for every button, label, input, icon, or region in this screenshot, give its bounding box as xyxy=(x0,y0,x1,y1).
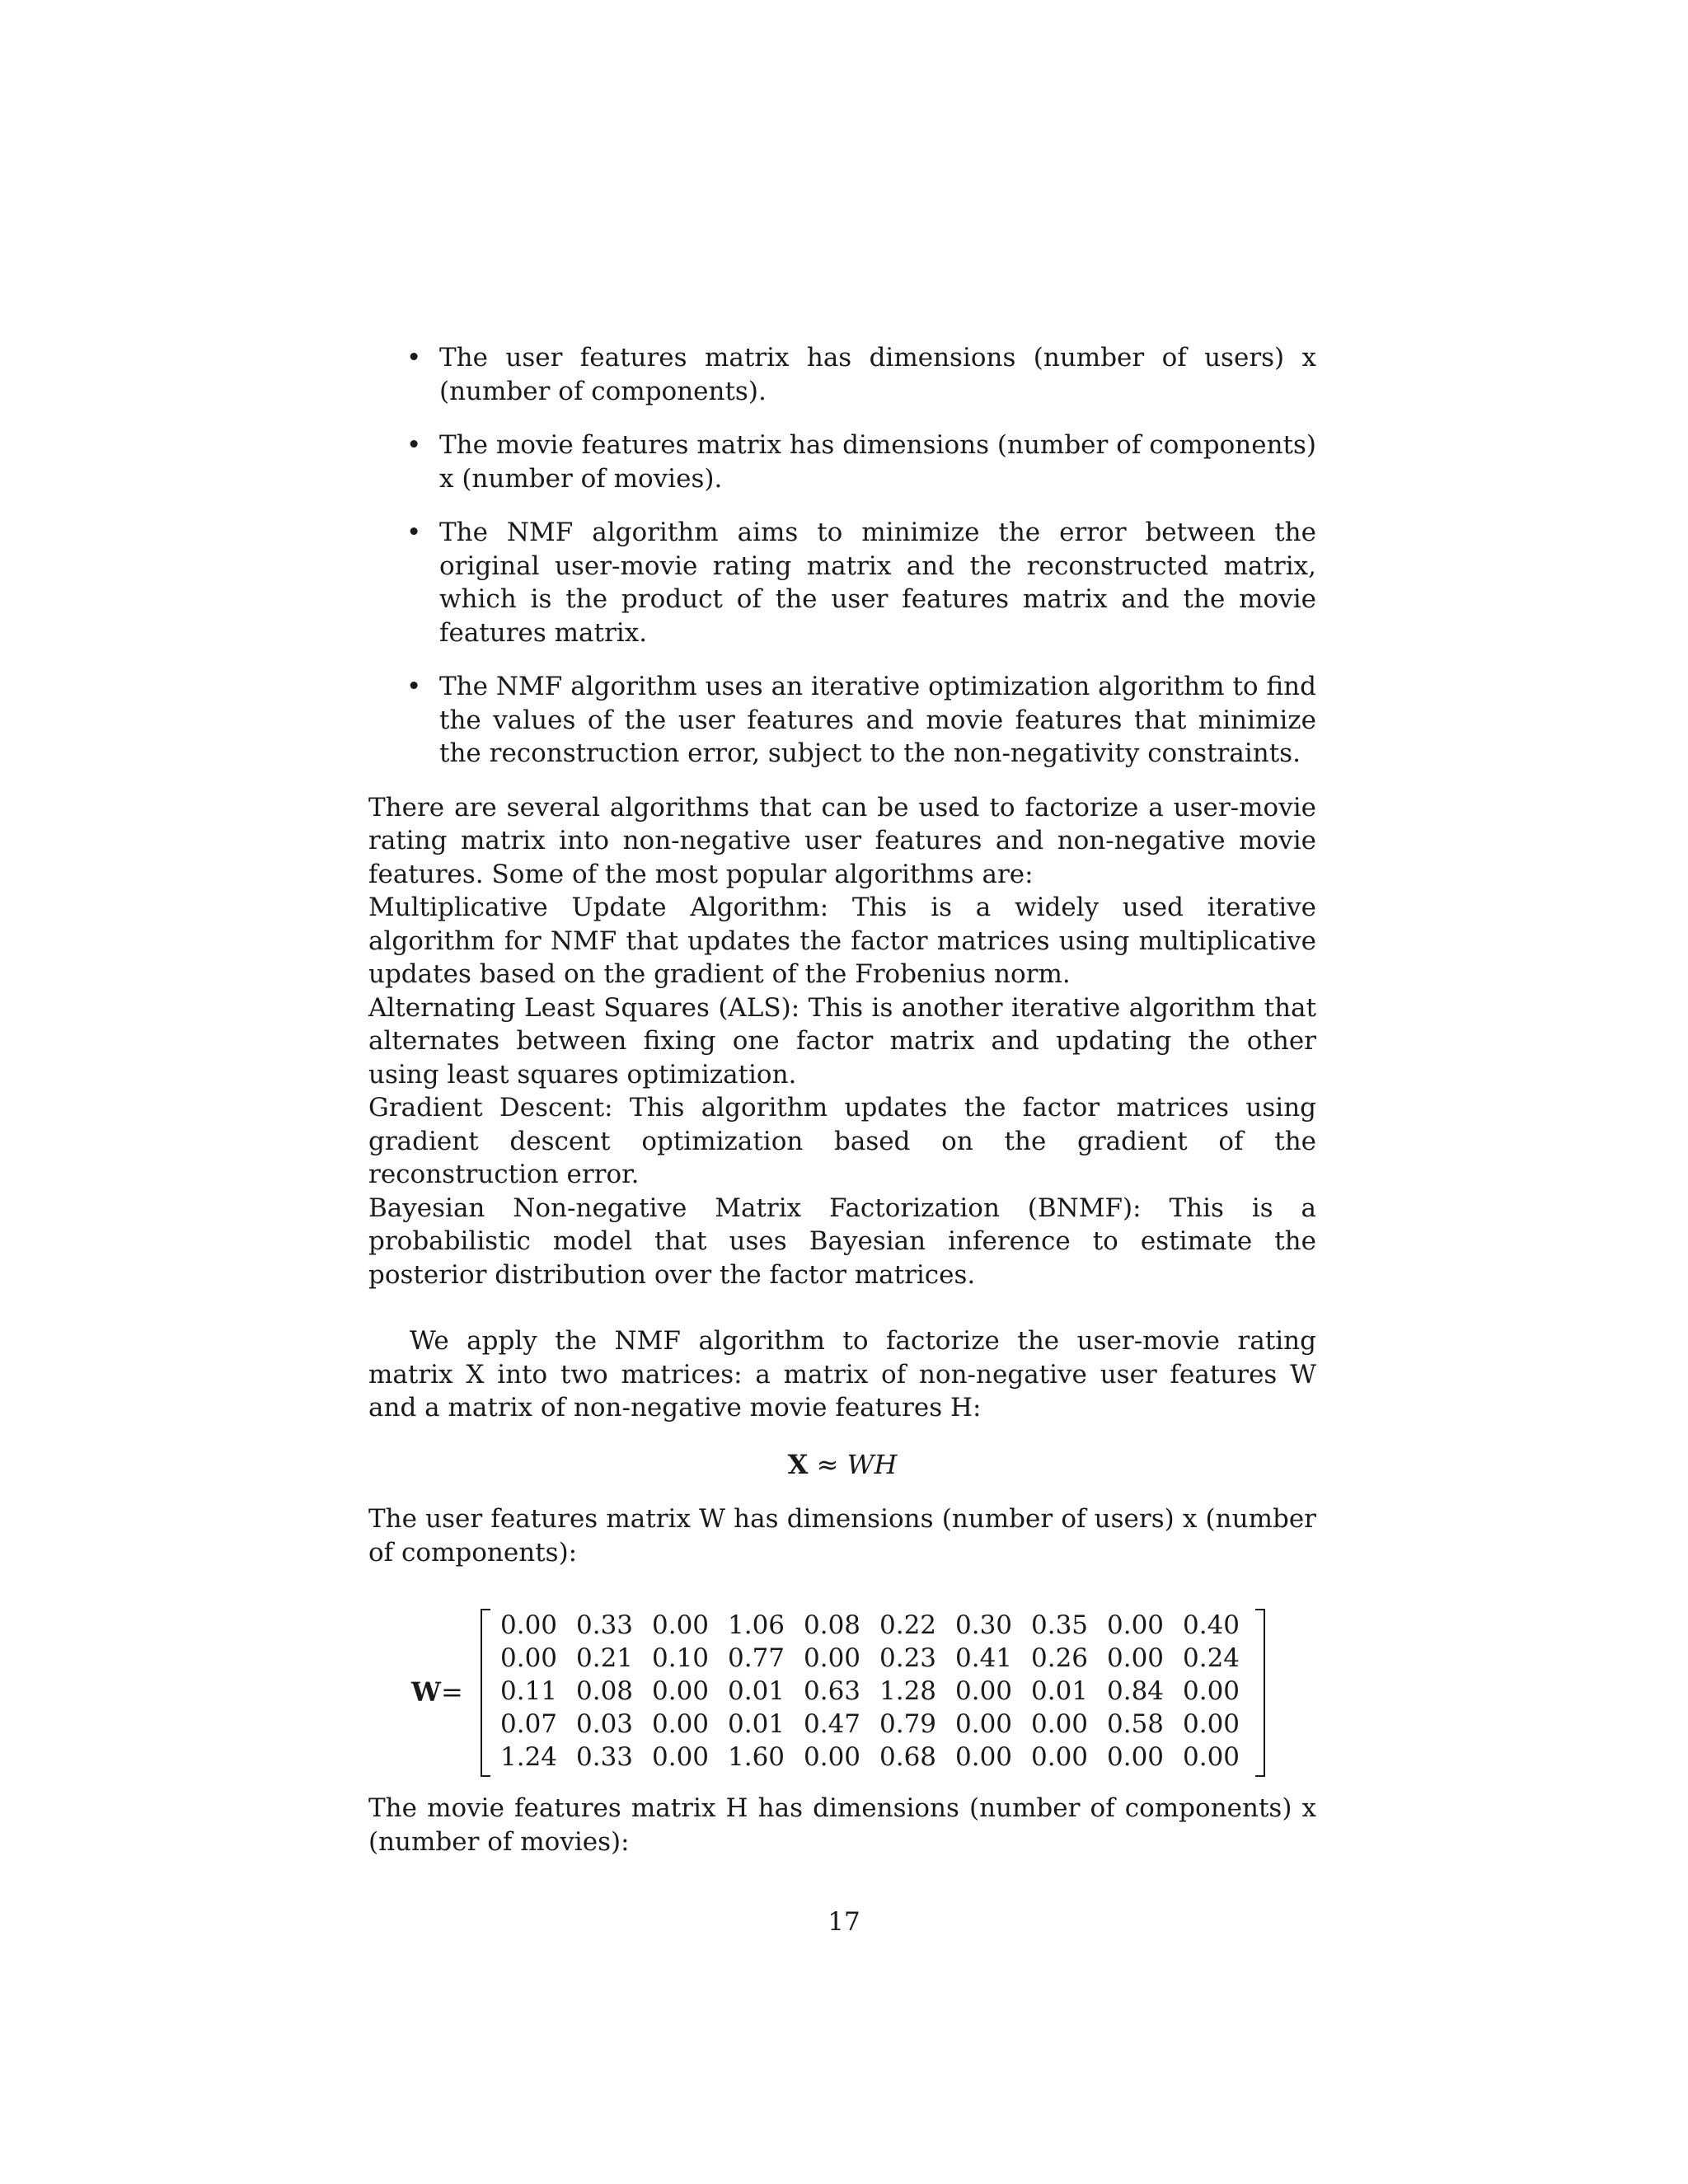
bullet-text: The movie features matrix has dimensions (number of components) x (number of movies). xyxy=(439,430,1316,494)
matrix-cell: 0.00 xyxy=(1107,1742,1165,1772)
matrix-w-label: W= xyxy=(411,1676,463,1708)
bullet-icon: • xyxy=(406,430,422,460)
matrix-cell: 0.00 xyxy=(652,1709,710,1739)
matrix-cell: 0.10 xyxy=(652,1643,710,1673)
gradient-descent-paragraph: Gradient Descent: This algorithm updates the factor matrices using gradient descent optimization based on the gradient of the reconstruction error. xyxy=(368,1093,1316,1189)
matrix-cell: 1.06 xyxy=(728,1610,785,1640)
equation-approx: ≈ xyxy=(816,1448,839,1480)
matrix-cell: 0.23 xyxy=(879,1643,937,1673)
matrix-row xyxy=(500,1609,1259,1642)
matrix-cell: 1.28 xyxy=(879,1676,937,1706)
bullet-item xyxy=(368,341,1316,408)
matrix-right-bracket xyxy=(1255,1609,1265,1777)
matrix-left-bracket xyxy=(481,1609,490,1777)
algorithms-intro-paragraph: There are several algorithms that can be used to factorize a user-movie rating matrix into non-negative user features and non-negative movie features. Some of the most popular algorithms are: xyxy=(368,792,1316,889)
matrix-cell: 0.33 xyxy=(576,1742,634,1772)
matrix-cell: 0.00 xyxy=(652,1742,710,1772)
matrix-cell: 0.00 xyxy=(500,1643,558,1673)
matrix-cell: 0.00 xyxy=(955,1742,1013,1772)
matrix-cell: 0.68 xyxy=(879,1742,937,1772)
bullet-icon: • xyxy=(406,343,422,373)
equation-lhs: X xyxy=(787,1448,809,1480)
matrix-cell: 0.01 xyxy=(1031,1676,1089,1706)
matrix-cell: 0.58 xyxy=(1107,1709,1165,1739)
matrix-cell: 0.00 xyxy=(652,1610,710,1640)
w-dimensions-paragraph: The user features matrix W has dimensions (number of users) x (number of components): xyxy=(368,1504,1316,1568)
matrix-w-table xyxy=(500,1609,1259,1774)
matrix-cell: 0.00 xyxy=(1183,1709,1240,1739)
matrix-cell: 0.77 xyxy=(728,1643,785,1673)
bullet-text: The user features matrix has dimensions (number of users) x (number of components). xyxy=(439,343,1316,406)
bullet-icon: • xyxy=(406,518,422,547)
matrix-row xyxy=(500,1708,1259,1741)
als-paragraph: Alternating Least Squares (ALS): This is another iterative algorithm that alternates between fixing one factor matrix and updating the other using least squares optimization. xyxy=(368,992,1316,1090)
matrix-cell: 0.00 xyxy=(1107,1610,1165,1640)
matrix-cell: 0.00 xyxy=(1031,1709,1089,1739)
matrix-cell: 0.00 xyxy=(1107,1643,1165,1673)
matrix-cell: 0.01 xyxy=(728,1676,785,1706)
matrix-cell: 0.26 xyxy=(1031,1643,1089,1673)
bullet-item xyxy=(368,516,1316,649)
matrix-cell: 0.07 xyxy=(500,1709,558,1739)
matrix-cell: 0.47 xyxy=(804,1709,861,1739)
matrix-cell: 0.35 xyxy=(1031,1610,1089,1640)
matrix-cell: 0.00 xyxy=(1183,1676,1240,1706)
matrix-cell: 0.24 xyxy=(1183,1643,1240,1673)
matrix-cell: 0.00 xyxy=(955,1709,1013,1739)
matrix-cell: 0.00 xyxy=(804,1643,861,1673)
matrix-cell: 0.41 xyxy=(955,1643,1013,1673)
matrix-cell: 0.30 xyxy=(955,1610,1013,1640)
matrix-row xyxy=(500,1675,1259,1708)
matrix-cell: 0.00 xyxy=(804,1742,861,1772)
matrix-cell: 0.00 xyxy=(955,1676,1013,1706)
matrix-cell: 0.33 xyxy=(576,1610,634,1640)
page-content xyxy=(368,341,1316,1858)
apply-nmf-paragraph: We apply the NMF algorithm to factorize the user-movie rating matrix X into two matrices: a matrix of non-negative user features W and a matrix of non-negative movie features H: xyxy=(368,1326,1316,1422)
matrix-cell: 0.00 xyxy=(1183,1742,1240,1772)
bullet-icon: • xyxy=(406,672,422,701)
matrix-cell: 0.08 xyxy=(576,1676,634,1706)
matrix-row xyxy=(500,1642,1259,1675)
factorization-equation xyxy=(368,1448,1316,1482)
multiplicative-update-paragraph: Multiplicative Update Algorithm: This is a widely used iterative algorithm for NMF that updates the factor matrices using multiplicative updates based on the gradient of the Frobenius norm. xyxy=(368,893,1316,989)
matrix-cell: 0.01 xyxy=(728,1709,785,1739)
matrix-cell: 0.21 xyxy=(576,1643,634,1673)
matrix-cell: 0.79 xyxy=(879,1709,937,1739)
matrix-cell: 0.63 xyxy=(804,1676,861,1706)
matrix-cell: 0.00 xyxy=(500,1610,558,1640)
matrix-cell: 0.03 xyxy=(576,1709,634,1739)
matrix-cell: 0.84 xyxy=(1107,1676,1165,1706)
matrix-cell: 0.00 xyxy=(652,1676,710,1706)
matrix-cell: 0.22 xyxy=(879,1610,937,1640)
h-dimensions-paragraph: The movie features matrix H has dimensions (number of components) x (number of movies): xyxy=(368,1793,1316,1857)
bullet-item xyxy=(368,429,1316,495)
bullet-text: The NMF algorithm aims to minimize the error between the original user-movie rating matrix and the reconstructed matrix, which is the product of the user features matrix and the movie features matrix. xyxy=(439,518,1316,648)
bullet-item xyxy=(368,670,1316,771)
equation-rhs: WH xyxy=(846,1448,898,1480)
matrix-cell: 1.24 xyxy=(500,1742,558,1772)
matrix-cell: 0.08 xyxy=(804,1610,861,1640)
page-number: 17 xyxy=(828,1907,860,1937)
matrix-row xyxy=(500,1741,1259,1774)
matrix-w xyxy=(368,1609,1316,1777)
feature-bullet-list xyxy=(368,341,1316,771)
matrix-cell: 0.00 xyxy=(1031,1742,1089,1772)
matrix-cell: 0.40 xyxy=(1183,1610,1240,1640)
bullet-text: The NMF algorithm uses an iterative optimization algorithm to find the values of the user features and movie features that minimize the reconstruction error, subject to the non-negativity constraints. xyxy=(439,672,1316,768)
matrix-cell: 1.60 xyxy=(728,1742,785,1772)
bnmf-paragraph: Bayesian Non-negative Matrix Factorization (BNMF): This is a probabilistic model that uses Bayesian inference to estimate the posterior distribution over the factor matrices. xyxy=(368,1193,1316,1290)
matrix-cell: 0.11 xyxy=(500,1676,558,1706)
